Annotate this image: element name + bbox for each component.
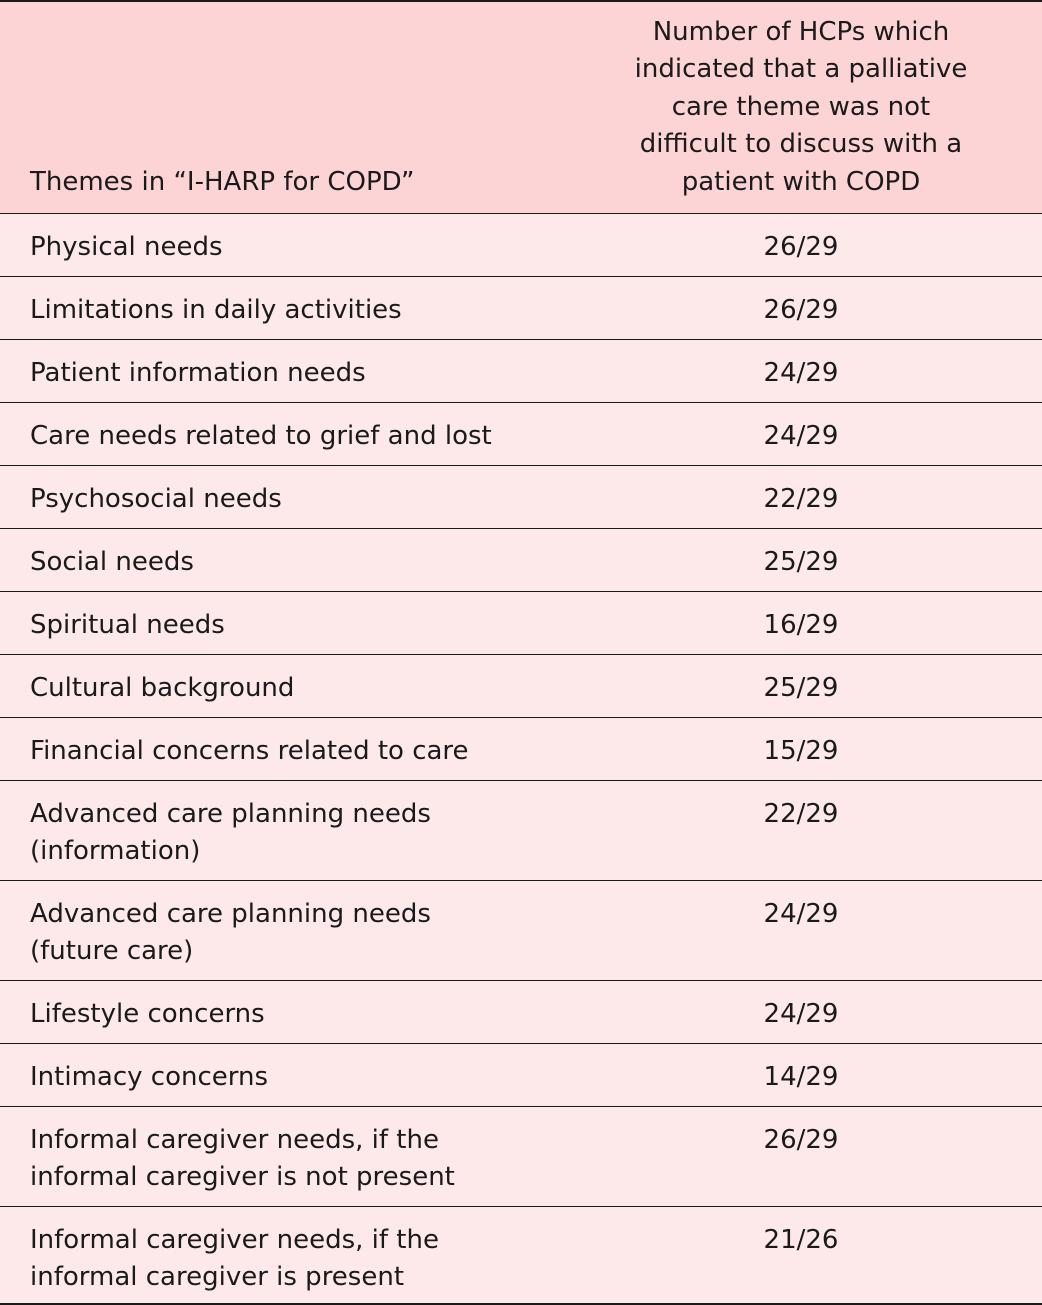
- theme-text: Spiritual needs: [30, 610, 225, 640]
- table-header: [0, 2, 1042, 214]
- table-row: [0, 981, 1042, 1044]
- theme-text: Informal caregiver needs, if the informal caregiver is present: [30, 1225, 439, 1292]
- table-row: [0, 340, 1042, 403]
- table-row: [0, 1044, 1042, 1107]
- count-cell: 22/29: [763, 799, 839, 829]
- count-cell: 24/29: [763, 999, 839, 1029]
- theme-text: Informal caregiver needs, if the informal caregiver is not present: [30, 1125, 455, 1192]
- theme-text: Advanced care planning needs (future care): [30, 899, 431, 966]
- count-cell: 24/29: [763, 899, 839, 929]
- table-row: [0, 718, 1042, 781]
- theme-cell: [0, 529, 590, 591]
- theme-cell: [0, 781, 590, 880]
- table-row: [0, 529, 1042, 592]
- count-cell: 25/29: [763, 673, 839, 703]
- table-row: [0, 1207, 1042, 1304]
- table-row: [0, 655, 1042, 718]
- theme-text: Cultural background: [30, 673, 295, 703]
- header-theme: Themes in “I-HARP for COPD”: [30, 167, 415, 197]
- theme-cell: [0, 592, 590, 654]
- count-cell: 16/29: [763, 610, 839, 640]
- theme-text: Lifestyle concerns: [30, 999, 265, 1029]
- table-row: [0, 592, 1042, 655]
- theme-cell: [0, 981, 590, 1043]
- theme-text: Social needs: [30, 547, 194, 577]
- theme-cell: [0, 403, 590, 465]
- count-cell: 26/29: [763, 1125, 839, 1155]
- theme-cell: [0, 1207, 590, 1304]
- table-row: [0, 403, 1042, 466]
- theme-text: Limitations in daily activities: [30, 295, 402, 325]
- table-row: [0, 781, 1042, 881]
- theme-cell: [0, 881, 590, 980]
- theme-cell: [0, 1107, 590, 1206]
- count-cell: 26/29: [763, 232, 839, 262]
- theme-cell: [0, 340, 590, 402]
- count-cell: 15/29: [763, 736, 839, 766]
- header-count-cell: [590, 2, 1042, 213]
- theme-text: Intimacy concerns: [30, 1062, 268, 1092]
- count-cell: 25/29: [763, 547, 839, 577]
- theme-text: Financial concerns related to care: [30, 736, 469, 766]
- table-row: [0, 881, 1042, 981]
- theme-cell: [0, 655, 590, 717]
- count-cell: 26/29: [763, 295, 839, 325]
- theme-cell: [0, 466, 590, 528]
- theme-text: Advanced care planning needs (information): [30, 799, 431, 866]
- count-cell: 14/29: [763, 1062, 839, 1092]
- theme-text: Physical needs: [30, 232, 223, 262]
- table-row: [0, 277, 1042, 340]
- count-cell: 24/29: [763, 358, 839, 388]
- table-row: [0, 214, 1042, 277]
- count-cell: 21/26: [763, 1225, 839, 1255]
- theme-cell: [0, 1044, 590, 1106]
- header-count: Number of HCPs which indicated that a palliative care theme was not difficult to discuss with a patient with COPD: [634, 16, 968, 197]
- theme-cell: [0, 214, 590, 276]
- theme-text: Care needs related to grief and lost: [30, 421, 492, 451]
- table-row: [0, 466, 1042, 529]
- theme-text: Psychosocial needs: [30, 484, 282, 514]
- theme-text: Patient information needs: [30, 358, 366, 388]
- table-row: [0, 1107, 1042, 1207]
- theme-cell: [0, 718, 590, 780]
- theme-cell: [0, 277, 590, 339]
- count-cell: 24/29: [763, 421, 839, 451]
- count-cell: 22/29: [763, 484, 839, 514]
